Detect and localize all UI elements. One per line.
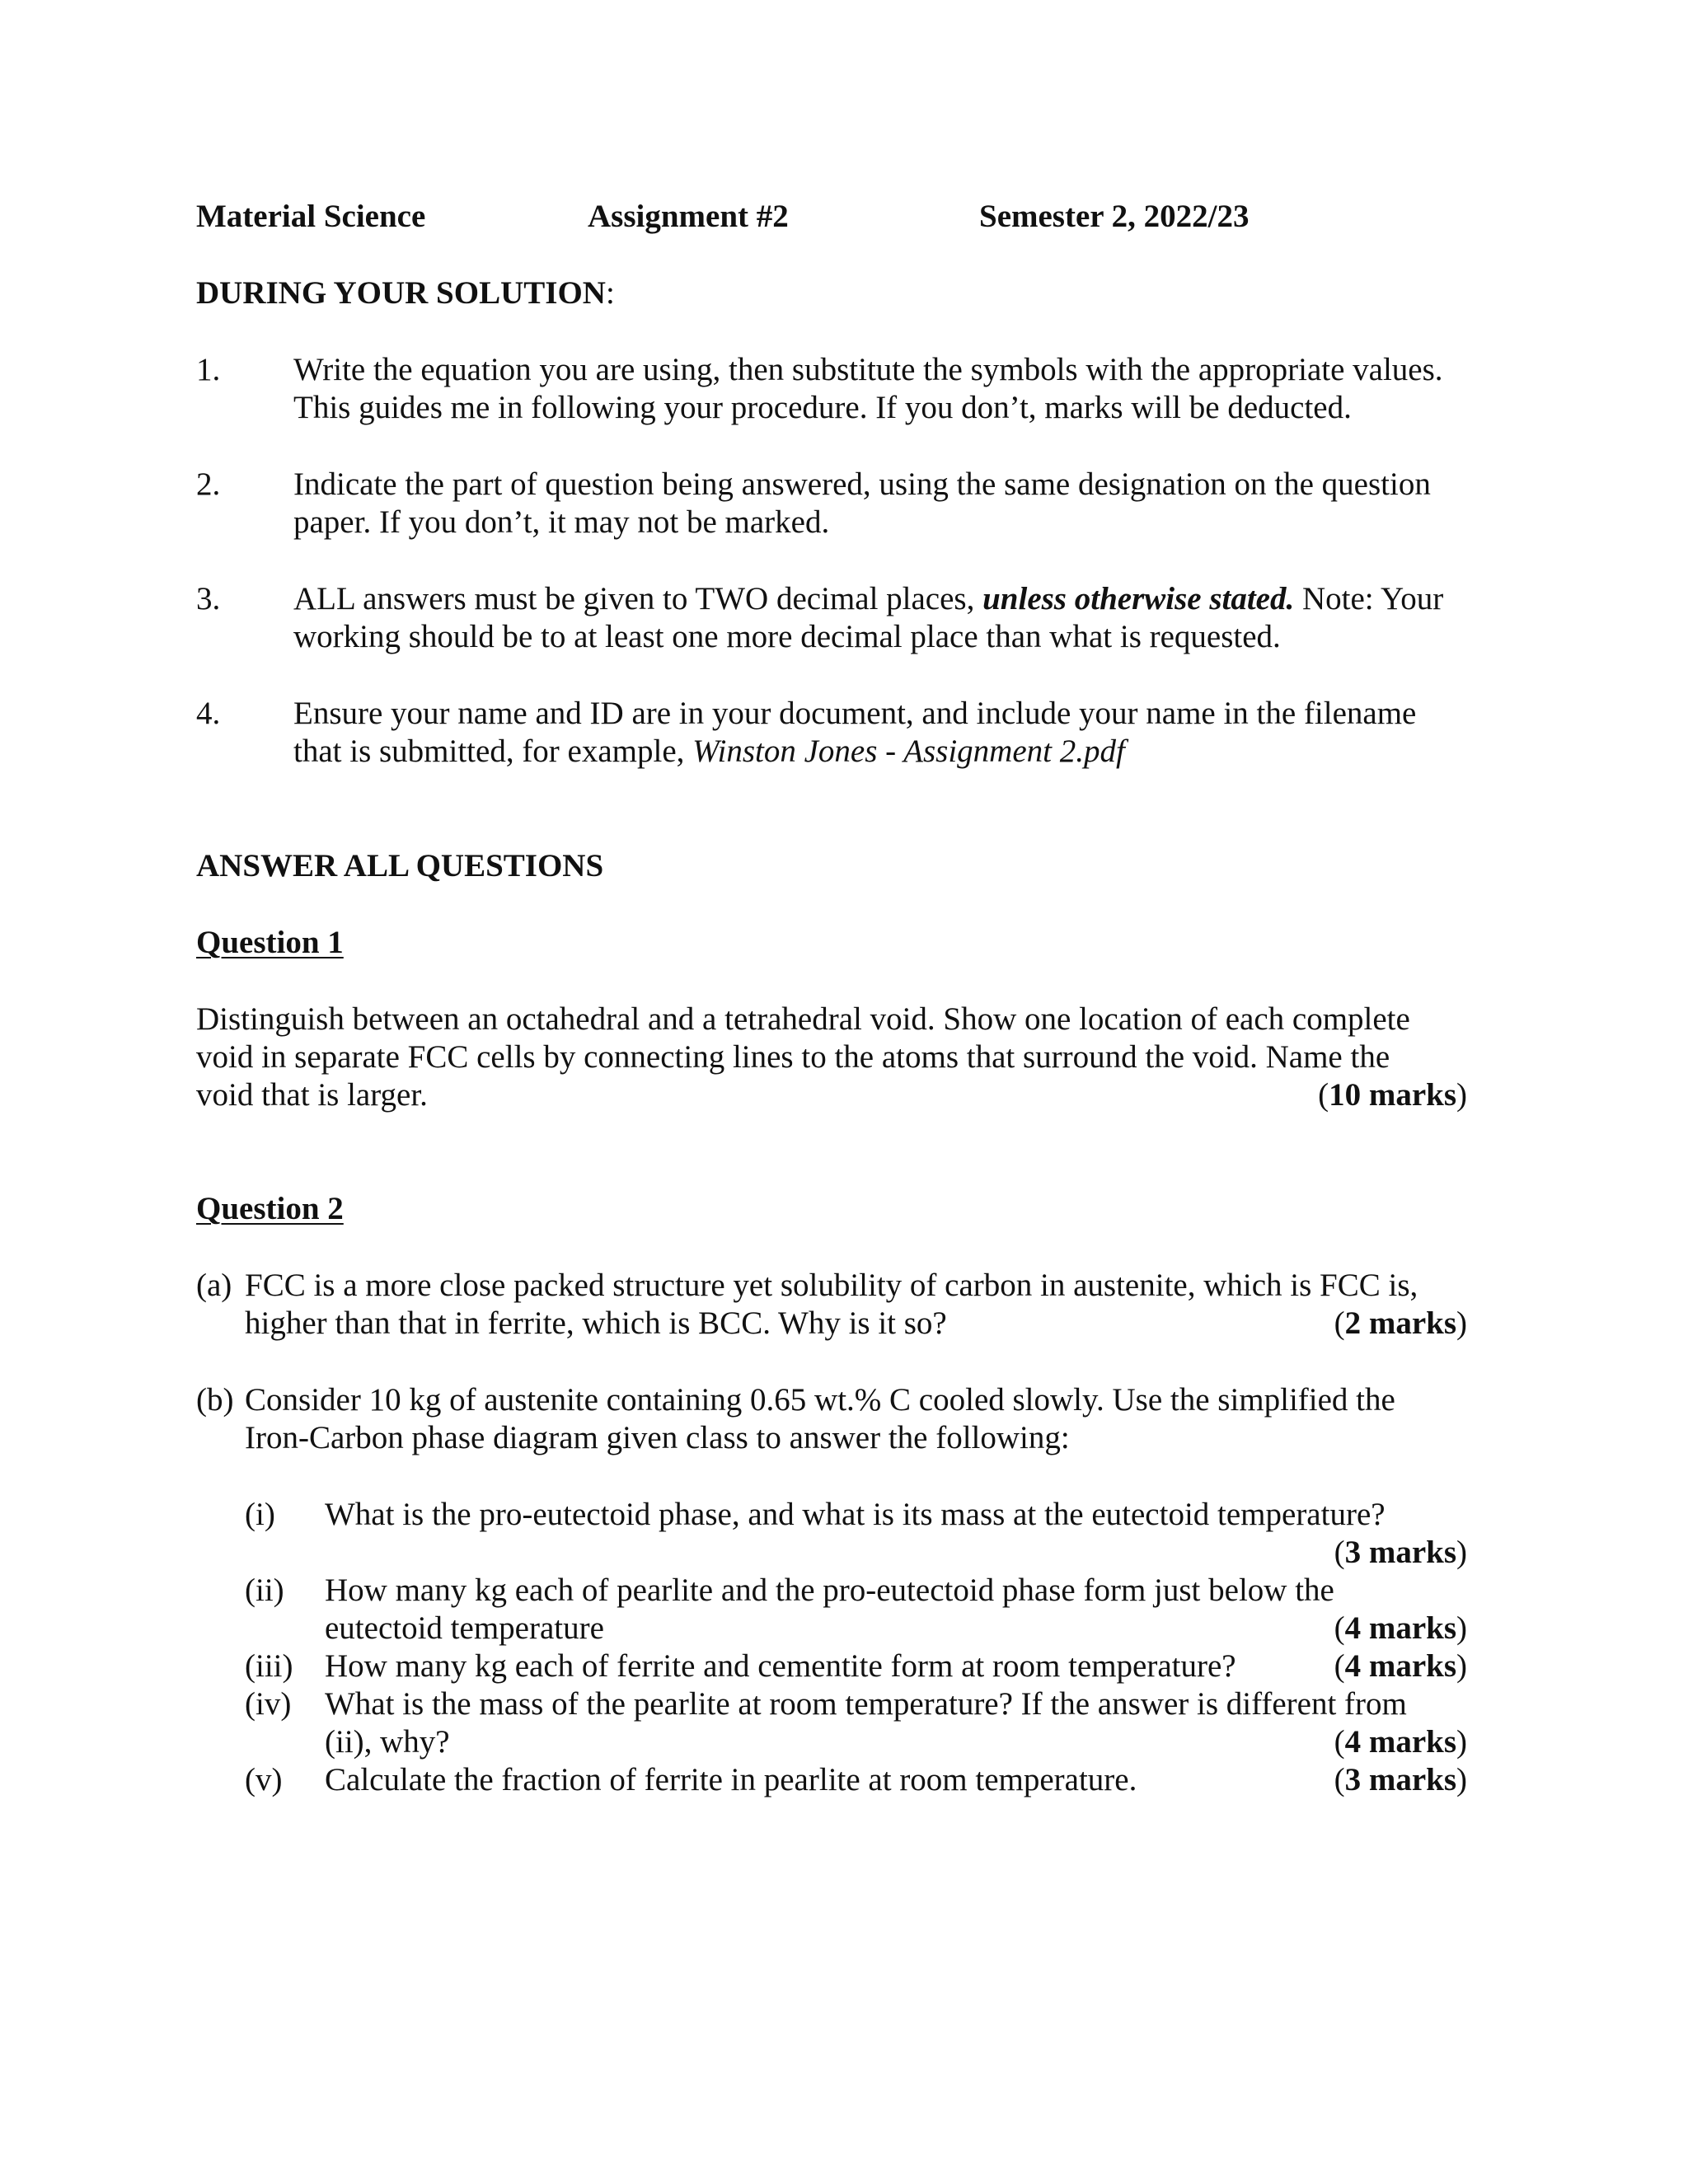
subpart-text-line: Calculate the fraction of ferrite in pearlite at room temperature. bbox=[325, 1762, 1137, 1797]
question-text-line: higher than that in ferrite, which is BCC. Why is it so? bbox=[245, 1305, 947, 1341]
marks-label: (4 marks) bbox=[1334, 1648, 1467, 1684]
instruction-text: ALL answers must be given to TWO decimal places, bbox=[293, 581, 983, 616]
subpart-item bbox=[245, 1761, 1467, 1799]
instructions-heading-colon: : bbox=[605, 275, 615, 311]
instruction-text: that is submitted, for example, bbox=[293, 733, 693, 769]
marks-label: (4 marks) bbox=[1334, 1610, 1467, 1646]
instruction-number: 4. bbox=[196, 696, 221, 731]
marks-label: (2 marks) bbox=[1334, 1305, 1467, 1341]
subpart-label: (i) bbox=[245, 1497, 275, 1532]
subpart-item bbox=[245, 1496, 1467, 1572]
instructions-heading-text: DURING YOUR SOLUTION bbox=[196, 275, 606, 311]
question-text-line: void in separate FCC cells by connecting lines to the atoms that surround the void. Name the bbox=[196, 1039, 1390, 1075]
instruction-number: 1. bbox=[196, 352, 221, 387]
instruction-text: Note: Your bbox=[1294, 581, 1444, 616]
subpart-text-line: What is the mass of the pearlite at room temperature? If the answer is different from bbox=[325, 1686, 1407, 1722]
subpart-text-line: (ii), why? bbox=[325, 1724, 450, 1760]
subpart-label: (ii) bbox=[245, 1572, 284, 1608]
marks-label: (3 marks) bbox=[1334, 1535, 1467, 1570]
answer-all-heading: ANSWER ALL QUESTIONS bbox=[196, 848, 604, 883]
subpart-text-line: How many kg each of ferrite and cementite form at room temperature? bbox=[325, 1648, 1236, 1684]
question-text-line: Consider 10 kg of austenite containing 0.65 wt.% C cooled slowly. Use the simplified the bbox=[245, 1382, 1395, 1418]
subpart-text-line: How many kg each of pearlite and the pro-eutectoid phase form just below the bbox=[325, 1572, 1334, 1608]
question-text-line: Iron-Carbon phase diagram given class to answer the following: bbox=[245, 1420, 1070, 1455]
part-label: (b) bbox=[196, 1382, 234, 1418]
assignment-title: Assignment #2 bbox=[588, 199, 789, 234]
instruction-text-line bbox=[293, 580, 1443, 618]
question-text-line: Distinguish between an octahedral and a tetrahedral void. Show one location of each complete bbox=[196, 1001, 1410, 1037]
instruction-text-line: This guides me in following your procedure. If you don’t, marks will be deducted. bbox=[293, 390, 1352, 425]
subpart-label: (iv) bbox=[245, 1686, 292, 1722]
instruction-text-line: Write the equation you are using, then substitute the symbols with the appropriate values. bbox=[293, 352, 1443, 387]
subpart-item bbox=[245, 1572, 1467, 1647]
subpart-item bbox=[245, 1685, 1467, 1761]
question-1-title: Question 1 bbox=[196, 925, 344, 960]
subpart-item bbox=[245, 1647, 1467, 1685]
question-text-line: FCC is a more close packed structure yet solubility of carbon in austenite, which is FCC is, bbox=[245, 1268, 1418, 1303]
instruction-text-line: Indicate the part of question being answered, using the same designation on the question bbox=[293, 466, 1431, 502]
part-label: (a) bbox=[196, 1268, 232, 1303]
instructions-heading bbox=[196, 274, 615, 312]
instruction-emphasis: unless otherwise stated. bbox=[982, 581, 1295, 616]
semester-label: Semester 2, 2022/23 bbox=[979, 199, 1250, 234]
subpart-text-line: eutectoid temperature bbox=[325, 1610, 604, 1646]
instruction-text-line: Ensure your name and ID are in your document, and include your name in the filename bbox=[293, 696, 1417, 731]
subpart-text-line: What is the pro-eutectoid phase, and what is its mass at the eutectoid temperature? bbox=[325, 1497, 1386, 1532]
instruction-text-line: paper. If you don’t, it may not be marked. bbox=[293, 504, 830, 540]
instruction-text-line: working should be to at least one more decimal place than what is requested. bbox=[293, 619, 1281, 654]
subpart-label: (v) bbox=[245, 1762, 283, 1797]
marks-label: (3 marks) bbox=[1334, 1762, 1467, 1797]
question-2-title: Question 2 bbox=[196, 1191, 344, 1226]
marks-label: (4 marks) bbox=[1334, 1724, 1467, 1760]
subpart-label: (iii) bbox=[245, 1648, 293, 1684]
question-1-body bbox=[196, 1001, 1467, 1114]
instruction-number: 3. bbox=[196, 581, 221, 616]
marks-label: (10 marks) bbox=[1318, 1077, 1467, 1113]
question-2b-subparts bbox=[245, 1496, 1467, 1799]
course-title: Material Science bbox=[196, 199, 426, 234]
example-filename: Winston Jones - Assignment 2.pdf bbox=[692, 733, 1125, 769]
question-text-line: void that is larger. bbox=[196, 1077, 428, 1113]
instruction-number: 2. bbox=[196, 466, 221, 502]
instruction-text-line bbox=[293, 733, 1416, 771]
